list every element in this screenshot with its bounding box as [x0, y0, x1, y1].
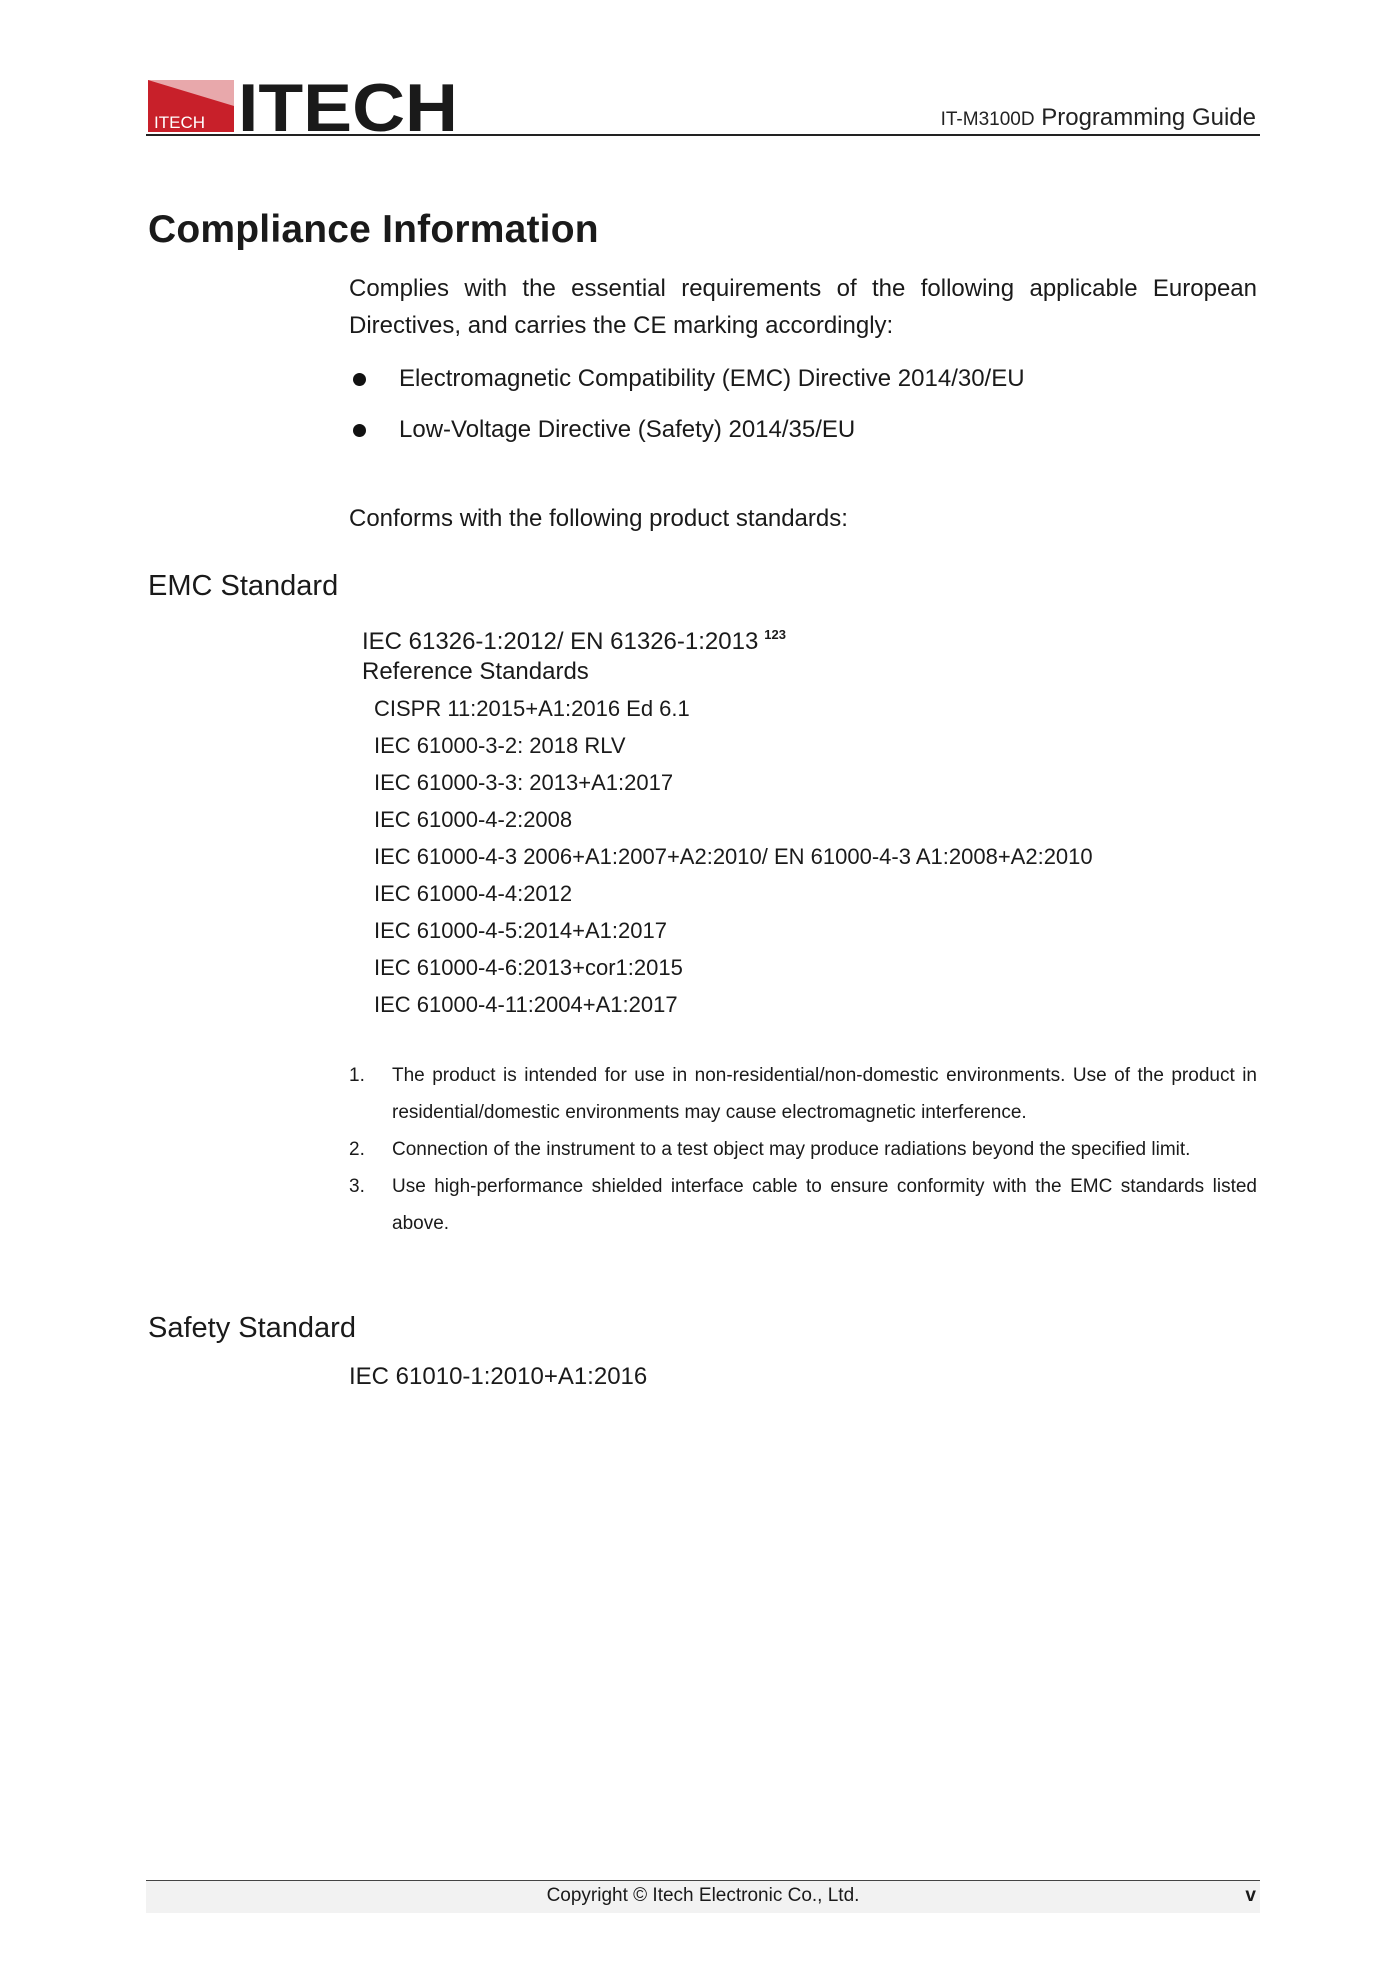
directive-emc: Electromagnetic Compatibility (EMC) Directive 2014/30/EU: [399, 365, 1025, 392]
note-item: [349, 1131, 1257, 1168]
emc-notes: [349, 1057, 1257, 1242]
safety-standard-value: IEC 61010-1:2010+A1:2016: [349, 1363, 648, 1390]
guide-title: Programming Guide: [1041, 104, 1256, 131]
note-number: 2.: [349, 1139, 365, 1160]
list-item: IEC 61000-4-4:2012: [374, 881, 573, 906]
note-text: Use high-performance shielded interface cable to ensure conformity with the EMC standards listed above.: [392, 1176, 1257, 1234]
reference-standards-list: [374, 690, 1093, 1023]
copyright: Copyright © Itech Electronic Co., Ltd.: [546, 1885, 860, 1906]
svg-text:ITECH: ITECH: [238, 76, 458, 134]
directive-lvd: Low-Voltage Directive (Safety) 2014/35/EU: [399, 416, 856, 443]
reference-standards-title: Reference Standards: [362, 658, 589, 685]
list-item: IEC 61000-4-6:2013+cor1:2015: [374, 955, 683, 980]
page-title: Compliance Information: [148, 208, 599, 251]
list-item: IEC 61000-3-2: 2018 RLV: [374, 733, 626, 758]
bullet-icon: [353, 373, 366, 386]
page-footer: [146, 1880, 1260, 1913]
list-item: [349, 360, 1025, 411]
list-item: [349, 411, 1025, 462]
note-text: The product is intended for use in non-residential/non-domestic environments. Use of the product in residential/domestic environments may cause electromagnetic interference.: [392, 1065, 1257, 1123]
safety-standard-heading: Safety Standard: [148, 1312, 356, 1344]
page-number: v: [1245, 1885, 1256, 1906]
footnote-refs: 123: [764, 627, 786, 642]
conforms-statement: Conforms with the following product standards:: [349, 505, 848, 532]
page-header: [146, 74, 1260, 136]
note-text: Connection of the instrument to a test object may produce radiations beyond the specified limit.: [392, 1139, 1191, 1160]
intro-paragraph: Complies with the essential requirements of the following applicable European Directives, and carries the CE marking accordingly:: [349, 275, 1257, 339]
note-item: [349, 1168, 1257, 1242]
list-item: IEC 61000-4-2:2008: [374, 807, 573, 832]
main-standard-text: IEC 61326-1:2012/ EN 61326-1:2013: [362, 628, 759, 655]
list-item: IEC 61000-3-3: 2013+A1:2017: [374, 770, 674, 795]
svg-text:ITECH: ITECH: [154, 113, 205, 132]
list-item: IEC 61000-4-5:2014+A1:2017: [374, 918, 667, 943]
itech-logo: [146, 76, 466, 134]
list-item: CISPR 11:2015+A1:2016 Ed 6.1: [374, 696, 690, 721]
note-number: 3.: [349, 1176, 365, 1197]
document-title: [941, 104, 1256, 132]
note-item: [349, 1057, 1257, 1131]
emc-standard-heading: EMC Standard: [148, 570, 339, 602]
directive-list: [349, 360, 1025, 462]
note-number: 1.: [349, 1065, 365, 1086]
list-item: IEC 61000-4-3 2006+A1:2007+A2:2010/ EN 61000-4-3 A1:2008+A2:2010: [374, 844, 1093, 869]
list-item: IEC 61000-4-11:2004+A1:2017: [374, 992, 678, 1017]
model-number: IT-M3100D: [940, 109, 1035, 130]
bullet-icon: [353, 424, 366, 437]
